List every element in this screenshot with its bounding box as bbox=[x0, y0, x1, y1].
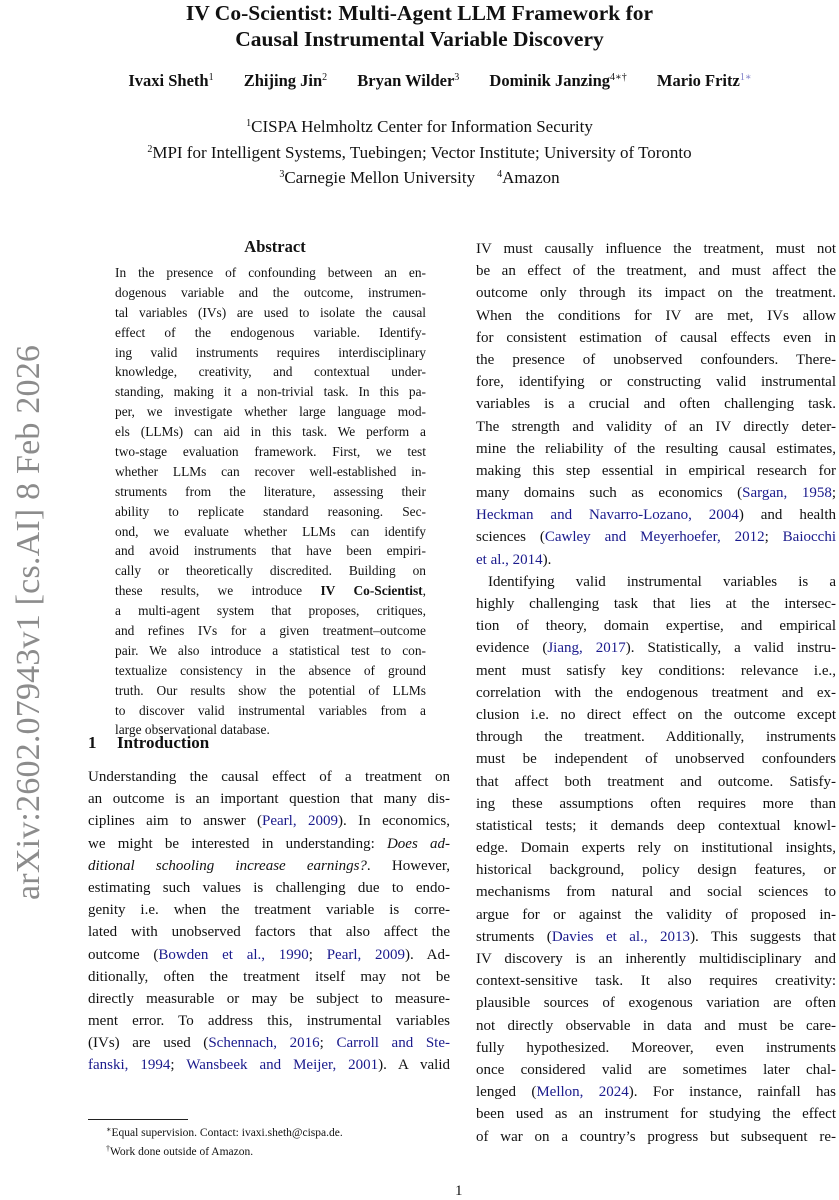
body-line: correlation with the endogenous treatment and ex- bbox=[476, 684, 836, 701]
abstract-body bbox=[115, 263, 426, 740]
citation-link[interactable]: Heckman and Navarro-Lozano, 2004 bbox=[476, 507, 739, 524]
citation-link[interactable]: Baiocchi bbox=[782, 529, 836, 546]
abstract-line: ond, we evaluate whether LLMs can identify bbox=[115, 523, 426, 539]
body-line: once considered valid are sometimes later chal- bbox=[476, 1061, 836, 1078]
body-line: making this step essential in empirical research for bbox=[476, 462, 836, 479]
abstract-text: these results, we introduce bbox=[115, 583, 321, 599]
abstract-line: per, we investigate whether large language mod- bbox=[115, 404, 426, 420]
author bbox=[489, 68, 626, 91]
abstract-line: textualize consistency in the absence of ground bbox=[115, 662, 426, 678]
affil-text: Amazon bbox=[502, 168, 560, 187]
body-line: the presence of unobserved confounders. There- bbox=[476, 351, 836, 368]
abstract-line: effect of the endogenous variable. Identify- bbox=[115, 324, 426, 340]
section-title: Introduction bbox=[117, 733, 210, 752]
abstract-line: dogenous variable and the outcome, instrumen- bbox=[115, 284, 426, 300]
author-affil-mark: 4∗† bbox=[610, 72, 627, 83]
abstract-line: truth. Our results show the potential of LLMs bbox=[115, 682, 426, 698]
paper-title bbox=[0, 0, 839, 52]
body-line bbox=[88, 1054, 450, 1076]
body-line bbox=[476, 637, 836, 659]
abstract-line: struments from the literature, assessing their bbox=[115, 483, 426, 499]
body-text: evidence ( bbox=[476, 640, 548, 657]
system-name: IV Co-Scientist bbox=[320, 583, 423, 599]
body-line bbox=[476, 549, 836, 571]
body-line: Understanding the causal effect of a treatment on bbox=[88, 769, 450, 785]
citation-link[interactable]: et al., 2014 bbox=[476, 551, 543, 568]
body-line: argue for or against the validity of proposed in- bbox=[476, 906, 836, 923]
body-line: ment error. To address this, instrumental variables bbox=[88, 1013, 450, 1030]
body-line: mine the reliability of the resulting causal estimates, bbox=[476, 440, 836, 457]
footnotes bbox=[106, 1122, 343, 1160]
body-text: ; bbox=[170, 1057, 187, 1074]
footnote-rule bbox=[88, 1119, 188, 1120]
body-line: genity i.e. when the treatment variable is corre- bbox=[88, 902, 450, 919]
abstract-line: knowledge, creativity, and contextual under- bbox=[115, 364, 426, 380]
abstract-line: tal variables (IVs) are used to isolate the causal bbox=[115, 304, 426, 320]
section-number: 1 bbox=[88, 733, 97, 752]
author-name: Dominik Janzing bbox=[489, 71, 610, 90]
body-text: outcome ( bbox=[88, 946, 159, 963]
body-line: ing these assumptions often requires more than bbox=[476, 795, 836, 812]
body-line: be an effect of the treatment, and must affect the bbox=[476, 263, 836, 280]
abstract-line: a multi-agent system that proposes, critiques, bbox=[115, 603, 426, 619]
body-text: ). Statistically, a valid instru- bbox=[625, 640, 836, 657]
author-list bbox=[60, 68, 820, 91]
abstract-line: two-stage evaluation framework. First, we test bbox=[115, 444, 426, 460]
abstract-text: , bbox=[422, 583, 426, 599]
affil-text: Carnegie Mellon University bbox=[284, 168, 476, 187]
citation-link[interactable]: Pearl, 2009 bbox=[326, 946, 405, 963]
body-text: ). In economics, bbox=[338, 813, 450, 830]
body-line: IV discovery is an inherently multidisciplinary and bbox=[476, 951, 836, 967]
abstract-line: ing valid instruments requires interdisciplinary bbox=[115, 344, 426, 360]
footnote-mark: ∗ bbox=[106, 1125, 112, 1134]
citation-link[interactable]: Cawley and Meyerhoefer, 2012 bbox=[544, 529, 765, 546]
body-text: ). This suggests that bbox=[690, 928, 836, 945]
abstract-line: ability to replicate standard reasoning. Sec- bbox=[115, 503, 426, 519]
body-line: ditionally, often the treatment itself may not be bbox=[88, 968, 450, 985]
body-line: fully hypothesized. Moreover, even instruments bbox=[476, 1039, 836, 1056]
body-line: tion of theory, domain expertise, and empirical bbox=[476, 618, 836, 635]
body-line: variables is a crucial and often challenging task. bbox=[476, 396, 836, 413]
author bbox=[657, 68, 752, 91]
body-line: through the treatment. Additionally, instruments bbox=[476, 729, 836, 746]
body-line: ment must satisfy key conditions: relevance i.e., bbox=[476, 662, 836, 679]
body-text: ). bbox=[542, 551, 552, 568]
body-line: must be independent of unobserved confounders bbox=[476, 751, 836, 768]
abstract-line: els (LLMs) can aid in this task. We perform a bbox=[115, 424, 426, 440]
body-line: for consistent estimation of causal effects even in bbox=[476, 329, 836, 346]
author-affil-mark: 2 bbox=[322, 72, 328, 83]
research-question: ditional schooling increase earnings? bbox=[88, 857, 367, 874]
body-line bbox=[88, 944, 450, 966]
affil-mark: 3 bbox=[279, 169, 285, 180]
citation-link[interactable]: Carroll and Ste- bbox=[336, 1035, 450, 1052]
body-line bbox=[88, 1032, 450, 1054]
citation-link[interactable]: Sargan, 1958 bbox=[742, 485, 832, 502]
body-text: ; bbox=[308, 946, 327, 963]
abstract-line: to discover valid instrumental variables from a bbox=[115, 702, 426, 718]
arxiv-stamp: arXiv:2602.07943v1 [cs.AI] 8 Feb 2026 bbox=[10, 344, 47, 900]
abstract-line: In the presence of confounding between an en- bbox=[115, 265, 426, 280]
affil-text: MPI for Intelligent Systems, Tuebingen; Vector Institute; University of Toronto bbox=[152, 142, 692, 162]
body-line: lated with unobserved factors that also affect the bbox=[88, 924, 450, 941]
citation-link[interactable]: Pearl, 2009 bbox=[262, 813, 338, 830]
body-line: an outcome is an important question that many dis- bbox=[88, 791, 450, 808]
abstract-line bbox=[115, 581, 426, 601]
author-name: Mario Fritz bbox=[656, 71, 740, 90]
affil-mark: 2 bbox=[147, 143, 153, 155]
body-line: been used as an instrument for studying the effect bbox=[476, 1106, 836, 1123]
body-text: we might be interested in understanding: bbox=[88, 835, 387, 852]
author-name: Zhijing Jin bbox=[243, 71, 323, 90]
body-text: ; bbox=[764, 529, 783, 546]
body-text: ). A valid bbox=[378, 1057, 450, 1074]
body-line: When the conditions for IV are met, IVs allow bbox=[476, 307, 836, 324]
body-line: outcome only through its impact on the treatment. bbox=[476, 285, 836, 302]
abstract-line: and avoid instruments that have been empiri- bbox=[115, 543, 426, 559]
affiliations bbox=[0, 113, 839, 190]
body-line bbox=[88, 833, 450, 855]
abstract-line: and refines IVs for a given treatment–outcome bbox=[115, 623, 426, 639]
body-text: (IVs) are used ( bbox=[88, 1035, 209, 1052]
body-line bbox=[88, 810, 450, 832]
body-line bbox=[476, 482, 836, 504]
author-name: Bryan Wilder bbox=[357, 71, 455, 90]
body-line: clusion i.e. no direct effect on the outcome except bbox=[476, 706, 836, 723]
body-line: not directly observable in data and must be care- bbox=[476, 1017, 836, 1034]
body-line bbox=[476, 504, 836, 526]
citation-link[interactable]: fanski, 1994 bbox=[88, 1057, 171, 1074]
page-number: 1 bbox=[455, 1183, 463, 1199]
affil-mark: 1 bbox=[246, 118, 252, 129]
body-line: highly challenging task that lies at the intersec- bbox=[476, 596, 836, 612]
footnote-text: Equal supervision. Contact: ivaxi.sheth@cispa.de. bbox=[111, 1127, 343, 1139]
body-line: edge. Domain experts rely on institutional insights, bbox=[476, 840, 836, 857]
body-text: ciplines aim to answer ( bbox=[88, 813, 262, 830]
citation-link[interactable]: Davies et al., 2013 bbox=[551, 928, 691, 945]
body-line: statistical tests; it demands deep contextual knowl- bbox=[476, 817, 836, 834]
footnote-text: Work done outside of Amazon. bbox=[110, 1146, 254, 1158]
affiliation bbox=[0, 164, 839, 190]
affiliation bbox=[0, 113, 839, 139]
affil-mark: 4 bbox=[497, 169, 503, 180]
body-text: ; bbox=[319, 1035, 337, 1052]
abstract-line: large observational database. bbox=[115, 722, 270, 738]
body-line: The strength and validity of an IV directly deter- bbox=[476, 418, 836, 435]
body-line: directly measurable or may be subject to measure- bbox=[88, 990, 450, 1007]
author bbox=[357, 68, 459, 91]
section-heading-introduction bbox=[88, 733, 209, 753]
affil-text: CISPA Helmholtz Center for Information Security bbox=[251, 117, 593, 136]
body-line: context-sensitive task. It also requires creativity: bbox=[476, 973, 836, 990]
body-line: estimating such values is challenging due to endo- bbox=[88, 879, 450, 896]
citation-link[interactable]: Bowden et al., 1990 bbox=[158, 946, 309, 963]
left-column-body bbox=[88, 766, 450, 1077]
research-question: Does ad- bbox=[386, 835, 450, 852]
abstract-line: whether LLMs can recover well-established in- bbox=[115, 463, 426, 479]
body-text: sciences ( bbox=[476, 529, 545, 546]
body-text: many domains such as economics ( bbox=[476, 485, 743, 502]
footnote-mark: † bbox=[106, 1144, 110, 1153]
body-text: lenged ( bbox=[476, 1084, 537, 1101]
body-line: plausible sources of exogenous variation are often bbox=[476, 995, 836, 1012]
body-line bbox=[476, 1081, 836, 1103]
citation-link[interactable]: Jiang, 2017 bbox=[547, 640, 626, 657]
body-text: ; bbox=[831, 485, 836, 502]
body-line: mechanisms from natural and social sciences to bbox=[476, 884, 836, 901]
title-line-1: IV Co-Scientist: Multi-Agent LLM Framework for bbox=[185, 1, 654, 25]
title-line-2: Causal Instrumental Variable Discovery bbox=[235, 27, 604, 51]
body-line: that affect both treatment and outcome. Satisfy- bbox=[476, 773, 836, 790]
citation-link[interactable]: Mellon, 2024 bbox=[536, 1084, 629, 1101]
right-column-body bbox=[476, 238, 836, 1148]
author-name: Ivaxi Sheth bbox=[128, 71, 209, 90]
abstract-line: cally or theoretically discredited. Building on bbox=[115, 563, 426, 579]
citation-link[interactable]: Wansbeek and Meijer, 2001 bbox=[186, 1057, 379, 1074]
abstract-line: pair. We also introduce a statistical test to con- bbox=[115, 642, 426, 658]
body-text: struments ( bbox=[476, 928, 552, 945]
body-text: ) and health bbox=[738, 507, 836, 524]
footnote bbox=[106, 1122, 343, 1141]
author bbox=[128, 68, 213, 91]
body-line: of war on a country’s progress but subsequent re- bbox=[476, 1128, 836, 1145]
body-line: historical background, policy design features, or bbox=[476, 862, 836, 879]
author bbox=[244, 68, 327, 91]
author-affil-mark[interactable]: 1∗ bbox=[739, 72, 752, 83]
body-text: . However, bbox=[366, 857, 450, 874]
body-line bbox=[476, 926, 836, 948]
body-line: Identifying valid instrumental variables is a bbox=[488, 573, 836, 590]
body-line: IV must causally influence the treatment, must not bbox=[476, 241, 836, 257]
citation-link[interactable]: Schennach, 2016 bbox=[208, 1035, 320, 1052]
body-line bbox=[476, 526, 836, 548]
footnote bbox=[106, 1141, 343, 1160]
body-line bbox=[88, 855, 450, 877]
abstract-heading: Abstract bbox=[244, 237, 306, 256]
author-affil-mark: 3 bbox=[454, 72, 460, 83]
affiliation bbox=[0, 139, 839, 165]
author-affil-mark: 1 bbox=[208, 72, 214, 83]
body-line: fore, identifying or constructing valid instrumental bbox=[476, 374, 836, 391]
abstract-line: standing, making it a non-trivial task. In this pa- bbox=[115, 384, 426, 400]
body-text: ). Ad- bbox=[405, 946, 450, 963]
body-text: ). For instance, rainfall has bbox=[628, 1084, 836, 1101]
